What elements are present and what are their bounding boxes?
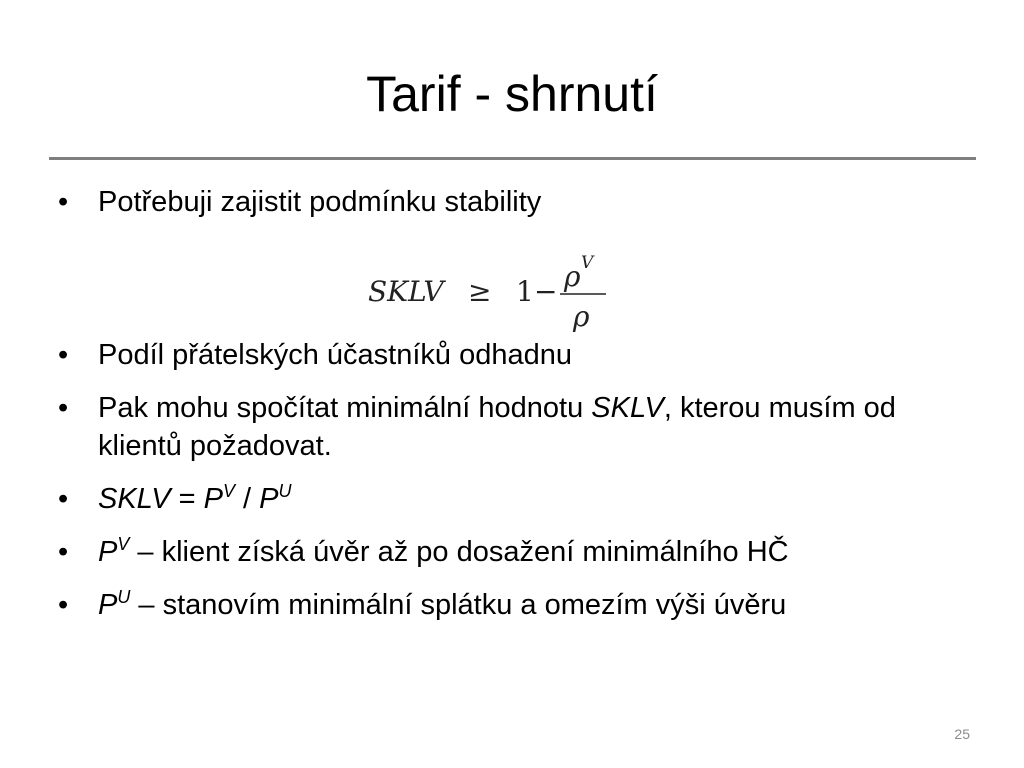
bullet-text: , kterou musím od klientů požadovat. — [98, 392, 896, 462]
stability-formula — [368, 246, 618, 336]
p-symbol: P — [98, 589, 118, 621]
p-symbol: P — [98, 536, 118, 568]
superscript-u: U — [278, 481, 292, 501]
bullet-friendly-share — [58, 336, 978, 374]
bullet-text: – stanovím minimální splátku a omezím výši úvěru — [130, 589, 787, 621]
bullet-text: – klient získá úvěr až po dosažení minimálního HČ — [129, 536, 789, 568]
formula-minus: − — [534, 275, 558, 308]
formula-lhs: SKLV — [368, 275, 444, 308]
sklv-symbol: SKLV — [98, 483, 171, 515]
page-number: 25 — [954, 726, 970, 742]
bullet-stability-condition — [58, 183, 978, 221]
bullet-min-sklv — [58, 389, 978, 465]
formula-one: 1 — [516, 275, 534, 308]
formula-numerator-rho: ρ — [564, 260, 581, 293]
formula-denominator-rho: ρ — [573, 300, 590, 333]
bullet-pv-meaning — [58, 533, 978, 571]
bullet-italic-term: SKLV — [591, 392, 664, 424]
p-symbol: P — [203, 483, 223, 515]
bullet-pu-meaning — [58, 586, 978, 624]
formula-svg — [368, 246, 618, 336]
superscript-v: V — [117, 534, 130, 554]
p-symbol: P — [259, 483, 279, 515]
title-divider — [49, 157, 976, 160]
formula-relation: ≥ — [468, 275, 492, 308]
equals-sign: = — [170, 483, 204, 515]
bullet-sklv-definition — [58, 480, 978, 518]
superscript-v: V — [222, 481, 235, 501]
bullet-text: Potřebuji zajistit podmínku stability — [98, 186, 542, 218]
superscript-u: U — [117, 587, 131, 607]
slash-sign: / — [234, 483, 260, 515]
formula-numerator-superscript: V — [581, 253, 594, 273]
slide-title: Tarif - shrnutí — [366, 66, 658, 122]
bullet-text: Podíl přátelských účastníků odhadnu — [98, 339, 572, 371]
bullet-text: Pak mohu spočítat minimální hodnotu — [98, 392, 592, 424]
